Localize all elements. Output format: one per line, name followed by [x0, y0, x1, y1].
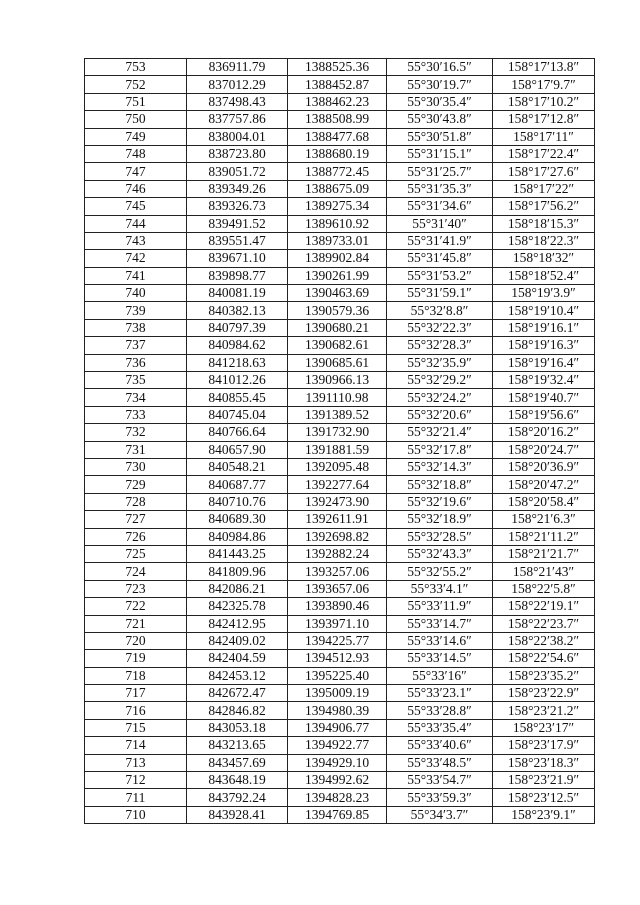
longitude-cell: 158°23′35.2″ [493, 667, 595, 684]
point-number-cell: 710 [85, 806, 187, 823]
longitude-cell: 158°17′13.8″ [493, 59, 595, 76]
latitude-cell: 55°31′59.1″ [387, 285, 493, 302]
longitude-cell: 158°18′32″ [493, 250, 595, 267]
x-coordinate-cell: 836911.79 [187, 59, 288, 76]
latitude-cell: 55°32′22.3″ [387, 319, 493, 336]
longitude-cell: 158°19′32.4″ [493, 372, 595, 389]
longitude-cell: 158°20′16.2″ [493, 424, 595, 441]
table-row [85, 441, 595, 458]
latitude-cell: 55°32′55.2″ [387, 563, 493, 580]
y-coordinate-cell: 1390680.21 [288, 319, 387, 336]
x-coordinate-cell: 842086.21 [187, 580, 288, 597]
point-number-cell: 747 [85, 163, 187, 180]
table-row [85, 545, 595, 562]
longitude-cell: 158°23′9.1″ [493, 806, 595, 823]
point-number-cell: 742 [85, 250, 187, 267]
y-coordinate-cell: 1388508.99 [288, 111, 387, 128]
latitude-cell: 55°33′4.1″ [387, 580, 493, 597]
x-coordinate-cell: 841012.26 [187, 372, 288, 389]
x-coordinate-cell: 837012.29 [187, 76, 288, 93]
latitude-cell: 55°32′18.8″ [387, 476, 493, 493]
point-number-cell: 718 [85, 667, 187, 684]
table-row [85, 458, 595, 475]
latitude-cell: 55°32′24.2″ [387, 389, 493, 406]
table-row [85, 737, 595, 754]
x-coordinate-cell: 839349.26 [187, 180, 288, 197]
table-row [85, 789, 595, 806]
longitude-cell: 158°20′36.9″ [493, 458, 595, 475]
latitude-cell: 55°33′11.9″ [387, 598, 493, 615]
latitude-cell: 55°32′21.4″ [387, 424, 493, 441]
y-coordinate-cell: 1394992.62 [288, 772, 387, 789]
y-coordinate-cell: 1389275.34 [288, 198, 387, 215]
y-coordinate-cell: 1388477.68 [288, 128, 387, 145]
longitude-cell: 158°22′19.1″ [493, 598, 595, 615]
y-coordinate-cell: 1388452.87 [288, 76, 387, 93]
x-coordinate-cell: 842672.47 [187, 685, 288, 702]
y-coordinate-cell: 1390682.61 [288, 337, 387, 354]
latitude-cell: 55°30′35.4″ [387, 93, 493, 110]
latitude-cell: 55°33′40.6″ [387, 737, 493, 754]
table-row [85, 772, 595, 789]
y-coordinate-cell: 1393971.10 [288, 615, 387, 632]
latitude-cell: 55°33′28.8″ [387, 702, 493, 719]
x-coordinate-cell: 840745.04 [187, 406, 288, 423]
x-coordinate-cell: 837757.86 [187, 111, 288, 128]
y-coordinate-cell: 1393657.06 [288, 580, 387, 597]
point-number-cell: 727 [85, 511, 187, 528]
longitude-cell: 158°19′3.9″ [493, 285, 595, 302]
latitude-cell: 55°31′34.6″ [387, 198, 493, 215]
x-coordinate-cell: 840081.19 [187, 285, 288, 302]
table-row [85, 650, 595, 667]
latitude-cell: 55°30′43.8″ [387, 111, 493, 128]
point-number-cell: 723 [85, 580, 187, 597]
x-coordinate-cell: 843053.18 [187, 719, 288, 736]
point-number-cell: 728 [85, 493, 187, 510]
longitude-cell: 158°19′10.4″ [493, 302, 595, 319]
longitude-cell: 158°21′6.3″ [493, 511, 595, 528]
longitude-cell: 158°18′22.3″ [493, 232, 595, 249]
y-coordinate-cell: 1391110.98 [288, 389, 387, 406]
x-coordinate-cell: 841218.63 [187, 354, 288, 371]
table-row [85, 250, 595, 267]
x-coordinate-cell: 843648.19 [187, 772, 288, 789]
point-number-cell: 752 [85, 76, 187, 93]
longitude-cell: 158°17′9.7″ [493, 76, 595, 93]
y-coordinate-cell: 1392095.48 [288, 458, 387, 475]
x-coordinate-cell: 839671.10 [187, 250, 288, 267]
table-row [85, 389, 595, 406]
longitude-cell: 158°23′17″ [493, 719, 595, 736]
latitude-cell: 55°34′3.7″ [387, 806, 493, 823]
table-row [85, 163, 595, 180]
latitude-cell: 55°33′14.7″ [387, 615, 493, 632]
point-number-cell: 739 [85, 302, 187, 319]
point-number-cell: 722 [85, 598, 187, 615]
table-row [85, 180, 595, 197]
longitude-cell: 158°17′11″ [493, 128, 595, 145]
y-coordinate-cell: 1388525.36 [288, 59, 387, 76]
x-coordinate-cell: 838723.80 [187, 145, 288, 162]
y-coordinate-cell: 1389610.92 [288, 215, 387, 232]
latitude-cell: 55°31′45.8″ [387, 250, 493, 267]
table-row [85, 406, 595, 423]
table-row [85, 319, 595, 336]
longitude-cell: 158°19′16.3″ [493, 337, 595, 354]
x-coordinate-cell: 841443.25 [187, 545, 288, 562]
point-number-cell: 746 [85, 180, 187, 197]
latitude-cell: 55°31′35.3″ [387, 180, 493, 197]
longitude-cell: 158°23′21.2″ [493, 702, 595, 719]
latitude-cell: 55°32′18.9″ [387, 511, 493, 528]
point-number-cell: 748 [85, 145, 187, 162]
point-number-cell: 732 [85, 424, 187, 441]
x-coordinate-cell: 840548.21 [187, 458, 288, 475]
point-number-cell: 750 [85, 111, 187, 128]
longitude-cell: 158°23′18.3″ [493, 754, 595, 771]
y-coordinate-cell: 1389902.84 [288, 250, 387, 267]
point-number-cell: 720 [85, 632, 187, 649]
longitude-cell: 158°19′40.7″ [493, 389, 595, 406]
table-row [85, 232, 595, 249]
y-coordinate-cell: 1390463.69 [288, 285, 387, 302]
x-coordinate-cell: 842325.78 [187, 598, 288, 615]
longitude-cell: 158°23′12.5″ [493, 789, 595, 806]
x-coordinate-cell: 843928.41 [187, 806, 288, 823]
y-coordinate-cell: 1394980.39 [288, 702, 387, 719]
table-row [85, 267, 595, 284]
point-number-cell: 731 [85, 441, 187, 458]
y-coordinate-cell: 1393257.06 [288, 563, 387, 580]
table-row [85, 128, 595, 145]
point-number-cell: 741 [85, 267, 187, 284]
y-coordinate-cell: 1390966.13 [288, 372, 387, 389]
latitude-cell: 55°30′16.5″ [387, 59, 493, 76]
point-number-cell: 715 [85, 719, 187, 736]
latitude-cell: 55°32′8.8″ [387, 302, 493, 319]
x-coordinate-cell: 840689.30 [187, 511, 288, 528]
y-coordinate-cell: 1391389.52 [288, 406, 387, 423]
y-coordinate-cell: 1394922.77 [288, 737, 387, 754]
latitude-cell: 55°33′59.3″ [387, 789, 493, 806]
table-row [85, 719, 595, 736]
point-number-cell: 713 [85, 754, 187, 771]
x-coordinate-cell: 841809.96 [187, 563, 288, 580]
table-row [85, 667, 595, 684]
latitude-cell: 55°33′48.5″ [387, 754, 493, 771]
point-number-cell: 712 [85, 772, 187, 789]
x-coordinate-cell: 843792.24 [187, 789, 288, 806]
x-coordinate-cell: 840710.76 [187, 493, 288, 510]
longitude-cell: 158°17′12.8″ [493, 111, 595, 128]
y-coordinate-cell: 1388680.19 [288, 145, 387, 162]
x-coordinate-cell: 840382.13 [187, 302, 288, 319]
longitude-cell: 158°17′27.6″ [493, 163, 595, 180]
point-number-cell: 749 [85, 128, 187, 145]
longitude-cell: 158°23′17.9″ [493, 737, 595, 754]
point-number-cell: 726 [85, 528, 187, 545]
coordinates-table [84, 58, 595, 824]
table-row [85, 285, 595, 302]
table-row [85, 685, 595, 702]
y-coordinate-cell: 1392277.64 [288, 476, 387, 493]
x-coordinate-cell: 842409.02 [187, 632, 288, 649]
table-row [85, 111, 595, 128]
y-coordinate-cell: 1390261.99 [288, 267, 387, 284]
longitude-cell: 158°22′23.7″ [493, 615, 595, 632]
y-coordinate-cell: 1394769.85 [288, 806, 387, 823]
table-row [85, 528, 595, 545]
point-number-cell: 717 [85, 685, 187, 702]
latitude-cell: 55°32′14.3″ [387, 458, 493, 475]
table-row [85, 198, 595, 215]
point-number-cell: 738 [85, 319, 187, 336]
x-coordinate-cell: 842412.95 [187, 615, 288, 632]
table-row [85, 372, 595, 389]
coordinates-table-body [85, 59, 595, 824]
table-row [85, 580, 595, 597]
x-coordinate-cell: 842404.59 [187, 650, 288, 667]
table-row [85, 76, 595, 93]
y-coordinate-cell: 1390579.36 [288, 302, 387, 319]
x-coordinate-cell: 842846.82 [187, 702, 288, 719]
table-row [85, 806, 595, 823]
longitude-cell: 158°20′47.2″ [493, 476, 595, 493]
y-coordinate-cell: 1391881.59 [288, 441, 387, 458]
y-coordinate-cell: 1391732.90 [288, 424, 387, 441]
point-number-cell: 735 [85, 372, 187, 389]
point-number-cell: 721 [85, 615, 187, 632]
latitude-cell: 55°30′19.7″ [387, 76, 493, 93]
latitude-cell: 55°32′28.5″ [387, 528, 493, 545]
table-row [85, 476, 595, 493]
point-number-cell: 751 [85, 93, 187, 110]
latitude-cell: 55°32′35.9″ [387, 354, 493, 371]
longitude-cell: 158°22′38.2″ [493, 632, 595, 649]
longitude-cell: 158°21′11.2″ [493, 528, 595, 545]
longitude-cell: 158°23′21.9″ [493, 772, 595, 789]
y-coordinate-cell: 1388675.09 [288, 180, 387, 197]
longitude-cell: 158°17′22.4″ [493, 145, 595, 162]
table-row [85, 337, 595, 354]
latitude-cell: 55°32′29.2″ [387, 372, 493, 389]
x-coordinate-cell: 840657.90 [187, 441, 288, 458]
latitude-cell: 55°30′51.8″ [387, 128, 493, 145]
table-row [85, 632, 595, 649]
longitude-cell: 158°19′56.6″ [493, 406, 595, 423]
point-number-cell: 725 [85, 545, 187, 562]
latitude-cell: 55°33′14.5″ [387, 650, 493, 667]
y-coordinate-cell: 1394225.77 [288, 632, 387, 649]
x-coordinate-cell: 838004.01 [187, 128, 288, 145]
longitude-cell: 158°21′43″ [493, 563, 595, 580]
latitude-cell: 55°32′19.6″ [387, 493, 493, 510]
longitude-cell: 158°17′10.2″ [493, 93, 595, 110]
point-number-cell: 724 [85, 563, 187, 580]
point-number-cell: 737 [85, 337, 187, 354]
x-coordinate-cell: 840766.64 [187, 424, 288, 441]
latitude-cell: 55°33′16″ [387, 667, 493, 684]
table-row [85, 145, 595, 162]
y-coordinate-cell: 1392611.91 [288, 511, 387, 528]
x-coordinate-cell: 840984.86 [187, 528, 288, 545]
latitude-cell: 55°33′23.1″ [387, 685, 493, 702]
x-coordinate-cell: 843457.69 [187, 754, 288, 771]
longitude-cell: 158°18′15.3″ [493, 215, 595, 232]
y-coordinate-cell: 1388772.45 [288, 163, 387, 180]
y-coordinate-cell: 1395009.19 [288, 685, 387, 702]
y-coordinate-cell: 1392473.90 [288, 493, 387, 510]
y-coordinate-cell: 1394929.10 [288, 754, 387, 771]
longitude-cell: 158°20′58.4″ [493, 493, 595, 510]
point-number-cell: 711 [85, 789, 187, 806]
latitude-cell: 55°31′41.9″ [387, 232, 493, 249]
y-coordinate-cell: 1392698.82 [288, 528, 387, 545]
latitude-cell: 55°33′35.4″ [387, 719, 493, 736]
latitude-cell: 55°31′25.7″ [387, 163, 493, 180]
y-coordinate-cell: 1394828.23 [288, 789, 387, 806]
table-row [85, 702, 595, 719]
latitude-cell: 55°31′15.1″ [387, 145, 493, 162]
point-number-cell: 714 [85, 737, 187, 754]
table-row [85, 93, 595, 110]
longitude-cell: 158°17′22″ [493, 180, 595, 197]
point-number-cell: 730 [85, 458, 187, 475]
x-coordinate-cell: 840855.45 [187, 389, 288, 406]
longitude-cell: 158°19′16.4″ [493, 354, 595, 371]
y-coordinate-cell: 1389733.01 [288, 232, 387, 249]
table-row [85, 302, 595, 319]
point-number-cell: 734 [85, 389, 187, 406]
table-row [85, 563, 595, 580]
longitude-cell: 158°18′52.4″ [493, 267, 595, 284]
latitude-cell: 55°32′43.3″ [387, 545, 493, 562]
point-number-cell: 719 [85, 650, 187, 667]
table-row [85, 354, 595, 371]
x-coordinate-cell: 839551.47 [187, 232, 288, 249]
table-row [85, 511, 595, 528]
longitude-cell: 158°22′54.6″ [493, 650, 595, 667]
x-coordinate-cell: 840984.62 [187, 337, 288, 354]
latitude-cell: 55°33′54.7″ [387, 772, 493, 789]
longitude-cell: 158°17′56.2″ [493, 198, 595, 215]
table-row [85, 215, 595, 232]
latitude-cell: 55°32′17.8″ [387, 441, 493, 458]
latitude-cell: 55°33′14.6″ [387, 632, 493, 649]
y-coordinate-cell: 1395225.40 [288, 667, 387, 684]
longitude-cell: 158°23′22.9″ [493, 685, 595, 702]
table-row [85, 754, 595, 771]
point-number-cell: 753 [85, 59, 187, 76]
y-coordinate-cell: 1394512.93 [288, 650, 387, 667]
longitude-cell: 158°22′5.8″ [493, 580, 595, 597]
longitude-cell: 158°20′24.7″ [493, 441, 595, 458]
point-number-cell: 745 [85, 198, 187, 215]
x-coordinate-cell: 839898.77 [187, 267, 288, 284]
y-coordinate-cell: 1388462.23 [288, 93, 387, 110]
x-coordinate-cell: 837498.43 [187, 93, 288, 110]
point-number-cell: 743 [85, 232, 187, 249]
point-number-cell: 733 [85, 406, 187, 423]
longitude-cell: 158°19′16.1″ [493, 319, 595, 336]
x-coordinate-cell: 840687.77 [187, 476, 288, 493]
longitude-cell: 158°21′21.7″ [493, 545, 595, 562]
x-coordinate-cell: 839326.73 [187, 198, 288, 215]
y-coordinate-cell: 1393890.46 [288, 598, 387, 615]
y-coordinate-cell: 1392882.24 [288, 545, 387, 562]
point-number-cell: 740 [85, 285, 187, 302]
latitude-cell: 55°31′53.2″ [387, 267, 493, 284]
latitude-cell: 55°31′40″ [387, 215, 493, 232]
latitude-cell: 55°32′20.6″ [387, 406, 493, 423]
table-row [85, 598, 595, 615]
table-row [85, 424, 595, 441]
x-coordinate-cell: 840797.39 [187, 319, 288, 336]
x-coordinate-cell: 839491.52 [187, 215, 288, 232]
x-coordinate-cell: 843213.65 [187, 737, 288, 754]
table-row [85, 59, 595, 76]
point-number-cell: 744 [85, 215, 187, 232]
table-row [85, 615, 595, 632]
latitude-cell: 55°32′28.3″ [387, 337, 493, 354]
y-coordinate-cell: 1394906.77 [288, 719, 387, 736]
x-coordinate-cell: 842453.12 [187, 667, 288, 684]
table-row [85, 493, 595, 510]
point-number-cell: 729 [85, 476, 187, 493]
point-number-cell: 716 [85, 702, 187, 719]
x-coordinate-cell: 839051.72 [187, 163, 288, 180]
y-coordinate-cell: 1390685.61 [288, 354, 387, 371]
point-number-cell: 736 [85, 354, 187, 371]
